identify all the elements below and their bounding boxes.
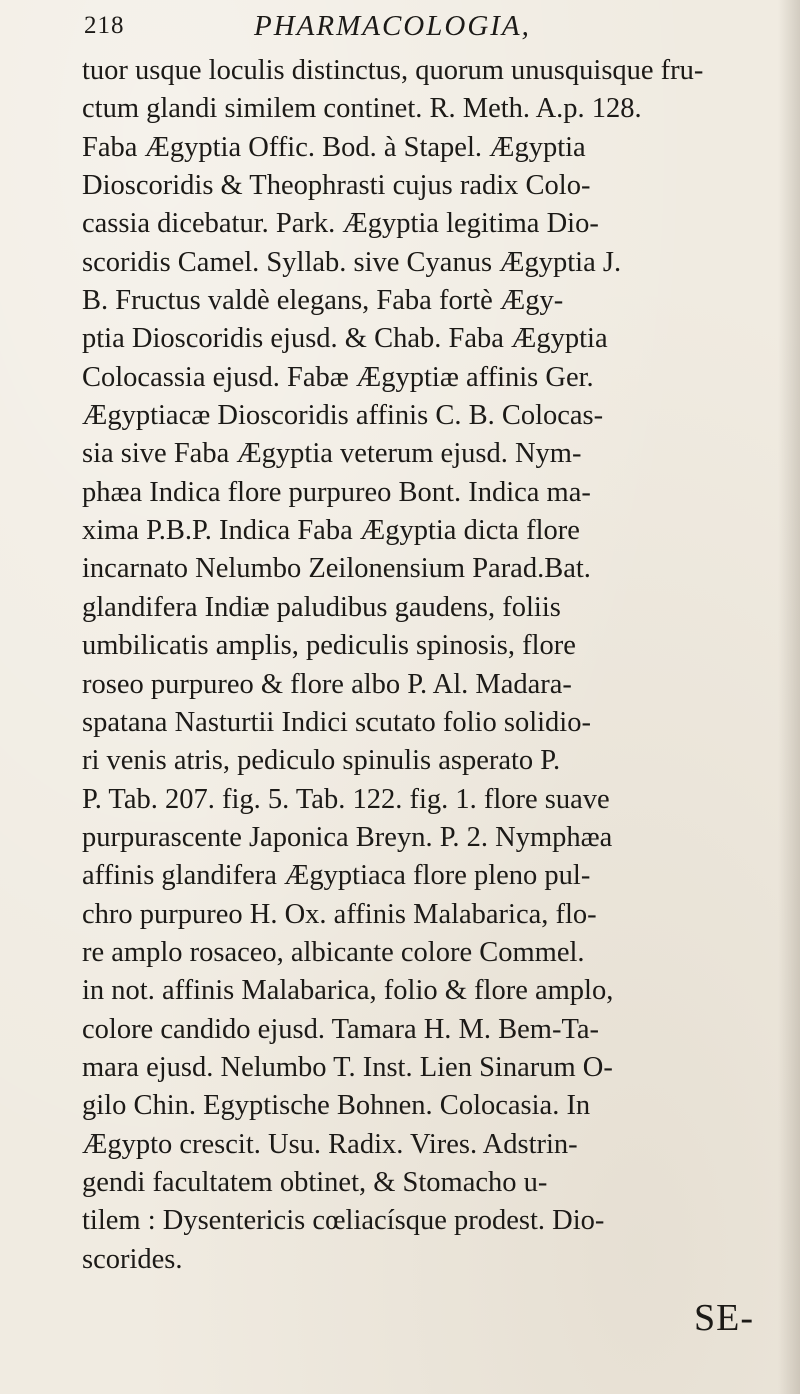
text-line: chro purpureo H. Ox. affinis Malabarica, flo- xyxy=(82,898,597,930)
text-line: ri venis atris, pediculo spinulis asperato P. xyxy=(82,745,561,777)
text-line: phæa Indica flore purpureo Bont. Indica ma- xyxy=(82,476,591,508)
text-line: Ægypto crescit. Usu. Radix. Vires. Adstrin- xyxy=(82,1128,578,1160)
text-line: roseo purpureo & flore albo P. Al. Madara- xyxy=(82,668,572,700)
text-line: cassia dicebatur. Park. Ægyptia legitima Dio- xyxy=(82,208,599,240)
text-line: Ægyptiacæ Dioscoridis affinis C. B. Colocas- xyxy=(82,400,604,432)
catchword: SE- xyxy=(694,1297,754,1339)
text-line: purpurascente Japonica Breyn. P. 2. Nymphæa xyxy=(82,821,613,853)
text-line: B. Fructus valdè elegans, Faba fortè Ægy- xyxy=(82,285,564,317)
text-line: xima P.B.P. Indica Faba Ægyptia dicta flore xyxy=(82,515,580,547)
text-line: umbilicatis amplis, pediculis spinosis, flore xyxy=(82,630,576,662)
body-text xyxy=(82,52,788,1279)
text-line: ctum glandi similem continet. R. Meth. A.p. 128. xyxy=(82,93,642,125)
text-line: sia sive Faba Ægyptia veterum ejusd. Nym- xyxy=(82,438,582,470)
text-line: tilem : Dysentericis cœliacísque prodest. Dio- xyxy=(82,1205,605,1237)
text-line: colore candido ejusd. Tamara H. M. Bem-Ta- xyxy=(82,1013,600,1045)
text-line: glandifera Indiæ paludibus gaudens, foliis xyxy=(82,591,561,623)
text-line: Faba Ægyptia Offic. Bod. à Stapel. Ægyptia xyxy=(82,131,586,163)
text-line: ptia Dioscoridis ejusd. & Chab. Faba Ægyptia xyxy=(82,323,608,355)
text-line: tuor usque loculis distinctus, quorum unusquisque fru- xyxy=(82,55,704,86)
text-line: spatana Nasturtii Indici scutato folio solidio- xyxy=(82,706,591,738)
text-line: in not. affinis Malabarica, folio & flore amplo, xyxy=(82,975,614,1007)
text-line: scoridis Camel. Syllab. sive Cyanus Ægyptia J. xyxy=(82,246,622,278)
text-line: re amplo rosaceo, albicante colore Commel. xyxy=(82,936,585,968)
running-title: PHARMACOLOGIA, xyxy=(254,10,531,42)
running-head xyxy=(84,10,784,50)
text-line: mara ejusd. Nelumbo T. Inst. Lien Sinarum O- xyxy=(82,1051,613,1083)
text-line: affinis glandifera Ægyptiaca flore pleno pul- xyxy=(82,860,591,892)
text-line: P. Tab. 207. fig. 5. Tab. 122. fig. 1. flore suave xyxy=(82,783,610,815)
text-line: incarnato Nelumbo Zeilonensium Parad.Bat. xyxy=(82,553,591,585)
page-number: 218 xyxy=(84,12,125,39)
text-line: scorides. xyxy=(82,1243,183,1275)
text-line: gendi facultatem obtinet, & Stomacho u- xyxy=(82,1166,548,1198)
text-line: gilo Chin. Egyptische Bohnen. Colocasia. In xyxy=(82,1090,591,1122)
text-line: Colocassia ejusd. Fabæ Ægyptiæ affinis Ger. xyxy=(82,361,594,393)
text-line: Dioscoridis & Theophrasti cujus radix Colo- xyxy=(82,170,591,202)
